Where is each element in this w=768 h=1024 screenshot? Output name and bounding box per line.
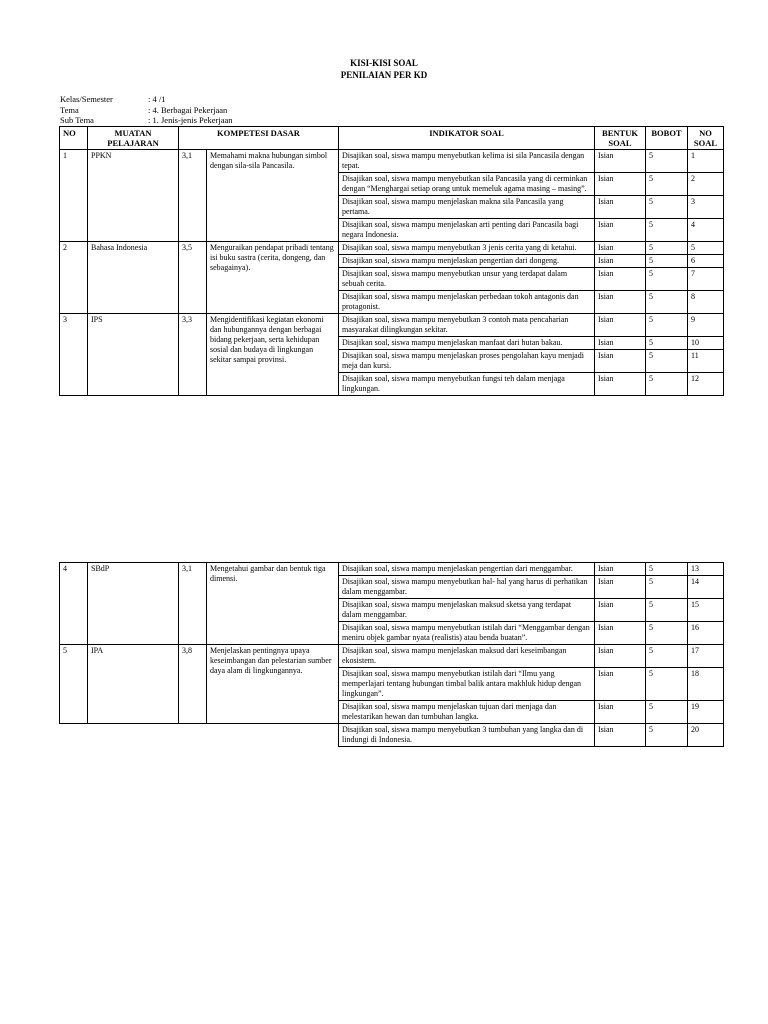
header-bentuk: BENTUK SOAL: [595, 127, 646, 150]
row-no-soal: 2: [688, 173, 724, 196]
row-muatan: IPS: [88, 314, 179, 396]
row-bobot: 5: [646, 150, 688, 173]
row-bobot: 5: [646, 701, 688, 724]
header-kd: KOMPETESI DASAR: [179, 127, 339, 150]
row-no-soal: 10: [688, 337, 724, 350]
row-no-soal: 5: [688, 242, 724, 255]
row-bobot: 5: [646, 563, 688, 576]
table-body: [60, 150, 724, 396]
row-no-soal: 3: [688, 196, 724, 219]
meta-label: Sub Tema: [60, 115, 94, 125]
row-indikator: Disajikan soal, siswa mampu menjelaskan maksud sketsa yang terdapat dalam menggambar.: [339, 599, 595, 622]
document-meta: [60, 94, 233, 126]
row-bentuk-soal: Isian: [595, 645, 646, 668]
row-no: 2: [60, 242, 88, 314]
row-indikator: Disajikan soal, siswa mampu menyebutkan hal- hal yang harus di perhatikan dalam menggambar.: [339, 576, 595, 599]
row-no-soal: 8: [688, 291, 724, 314]
row-kd-number: 3,1: [179, 150, 207, 242]
row-indikator: Disajikan soal, siswa mampu menyebutkan istilah dari “Menggambar dengan meniru objek gambar nyata (realistis) atau benda buatan”.: [339, 622, 595, 645]
row-bentuk-soal: Isian: [595, 350, 646, 373]
empty-cell: [60, 724, 339, 747]
row-indikator: Disajikan soal, siswa mampu menjelaskan makna sila Pancasila yang pertama.: [339, 196, 595, 219]
row-bentuk-soal: Isian: [595, 337, 646, 350]
row-kompetensi-dasar: Menjelaskan pentingnya upaya keseimbangan dan pelestarian sumber daya alam di lingkungannya.: [207, 645, 339, 724]
row-bentuk-soal: Isian: [595, 563, 646, 576]
row-indikator: Disajikan soal, siswa mampu menyebutkan fungsi teh dalam menjaga lingkungan.: [339, 373, 595, 396]
row-kd-number: 3,3: [179, 314, 207, 396]
row-bobot: 5: [646, 350, 688, 373]
row-no: 1: [60, 150, 88, 242]
row-bobot: 5: [646, 622, 688, 645]
table-row: [60, 563, 724, 576]
row-no: 3: [60, 314, 88, 396]
row-bobot: 5: [646, 576, 688, 599]
row-bentuk-soal: Isian: [595, 242, 646, 255]
row-no-soal: 17: [688, 645, 724, 668]
row-kd-number: 3,8: [179, 645, 207, 724]
header-muatan: MUATAN PELAJARAN: [88, 127, 179, 150]
table-row: [60, 314, 724, 337]
row-kd-number: 3,1: [179, 563, 207, 645]
row-indikator: Disajikan soal, siswa mampu menjelaskan tujuan dari menjaga dan melestarikan hewan dan tumbuhan langka.: [339, 701, 595, 724]
row-no: 5: [60, 645, 88, 724]
row-no-soal: 11: [688, 350, 724, 373]
row-bobot: 5: [646, 668, 688, 701]
table-row: [60, 724, 724, 747]
row-bobot: 5: [646, 314, 688, 337]
row-bentuk-soal: Isian: [595, 599, 646, 622]
meta-value: : 1. Jenis-jenis Pekerjaan: [148, 115, 233, 125]
row-indikator: Disajikan soal, siswa mampu menyebutkan istilah dari “Ilmu yang memperlajari tentang hubungan timbal balik antara makhluk hidup dengan lingkungan”.: [339, 668, 595, 701]
row-indikator: Disajikan soal, siswa mampu menyebutkan 3 tumbuhan yang langka dan di lindungi di Indonesia.: [339, 724, 595, 747]
row-bentuk-soal: Isian: [595, 668, 646, 701]
row-indikator: Disajikan soal, siswa mampu menjelaskan pengertian dari menggambar.: [339, 563, 595, 576]
row-bentuk-soal: Isian: [595, 219, 646, 242]
meta-row-tema: [60, 105, 233, 116]
row-no-soal: 7: [688, 268, 724, 291]
header-indikator: INDIKATOR SOAL: [339, 127, 595, 150]
row-bentuk-soal: Isian: [595, 291, 646, 314]
meta-row-kelas: [60, 94, 233, 105]
row-kompetensi-dasar: Mengetahui gambar dan bentuk tiga dimensi.: [207, 563, 339, 645]
meta-label: Tema: [60, 104, 79, 115]
row-no-soal: 12: [688, 373, 724, 396]
row-bobot: 5: [646, 173, 688, 196]
row-indikator: Disajikan soal, siswa mampu menyebutkan 3 jenis cerita yang di ketahui.: [339, 242, 595, 255]
kisi-kisi-table-page1: [59, 126, 724, 396]
row-bentuk-soal: Isian: [595, 622, 646, 645]
document-subtitle: PENILAIAN PER KD: [340, 70, 428, 80]
row-indikator: Disajikan soal, siswa mampu menjelaskan maksud dari keseimbangan ekosistem.: [339, 645, 595, 668]
row-kompetensi-dasar: Menguraikan pendapat pribadi tentang isi buku sastra (cerita, dongeng, dan sebagainya).: [207, 242, 339, 314]
row-no-soal: 4: [688, 219, 724, 242]
row-bobot: 5: [646, 255, 688, 268]
row-muatan: PPKN: [88, 150, 179, 242]
row-indikator: Disajikan soal, siswa mampu menyebutkan unsur yang terdapat dalam sebuah cerita.: [339, 268, 595, 291]
header-no: NO: [60, 127, 88, 150]
row-no-soal: 14: [688, 576, 724, 599]
row-no-soal: 18: [688, 668, 724, 701]
row-bobot: 5: [646, 724, 688, 747]
row-indikator: Disajikan soal, siswa mampu menjelaskan arti penting dari Pancasila bagi negara Indonesia.: [339, 219, 595, 242]
row-bobot: 5: [646, 373, 688, 396]
row-bentuk-soal: Isian: [595, 576, 646, 599]
table-row: [60, 150, 724, 173]
row-bentuk-soal: Isian: [595, 268, 646, 291]
row-indikator: Disajikan soal, siswa mampu menyebutkan 3 contoh mata pencaharian masyarakat dilingkungan sekitar.: [339, 314, 595, 337]
row-bobot: 5: [646, 337, 688, 350]
row-bentuk-soal: Isian: [595, 196, 646, 219]
kisi-kisi-table-page2: [59, 562, 724, 747]
row-indikator: Disajikan soal, siswa mampu menjelaskan pengertian dari dongeng.: [339, 255, 595, 268]
row-bentuk-soal: Isian: [595, 724, 646, 747]
row-no-soal: 1: [688, 150, 724, 173]
table-row: [60, 242, 724, 255]
row-bobot: 5: [646, 242, 688, 255]
table-body: [60, 563, 724, 747]
row-bentuk-soal: Isian: [595, 173, 646, 196]
row-bentuk-soal: Isian: [595, 373, 646, 396]
row-bentuk-soal: Isian: [595, 150, 646, 173]
row-indikator: Disajikan soal, siswa mampu menjelaskan perbedaan tokoh antagonis dan protagonist.: [339, 291, 595, 314]
row-bobot: 5: [646, 645, 688, 668]
row-indikator: Disajikan soal, siswa mampu menyebutkan kelima isi sila Pancasila dengan tepat.: [339, 150, 595, 173]
row-bobot: 5: [646, 291, 688, 314]
table-row: [60, 645, 724, 668]
row-bobot: 5: [646, 219, 688, 242]
row-indikator: Disajikan soal, siswa mampu menjelaskan proses pengolahan kayu menjadi meja dan kursi.: [339, 350, 595, 373]
row-muatan: IPA: [88, 645, 179, 724]
row-no: 4: [60, 563, 88, 645]
meta-value: : 4. Berbagai Pekerjaan: [148, 104, 228, 115]
row-no-soal: 20: [688, 724, 724, 747]
row-kd-number: 3,5: [179, 242, 207, 314]
row-indikator: Disajikan soal, siswa mampu menjelaskan manfaat dari hutan bakau.: [339, 337, 595, 350]
row-kompetensi-dasar: Memahami makna hubungan simbol dengan sila-sila Pancasila.: [207, 150, 339, 242]
row-no-soal: 6: [688, 255, 724, 268]
row-indikator: Disajikan soal, siswa mampu menyebutkan sila Pancasila yang di cerminkan dengan “Menghargai setiap orang untuk memeluk agama masing – masing”.: [339, 173, 595, 196]
header-no-soal: NO SOAL: [688, 127, 724, 150]
row-kompetensi-dasar: Mengidentifikasi kegiatan ekonomi dan hubungannya dengan berbagai bidang pekerjaan, serta kehidupan sosial dan budaya di lingkungan sekitar sampai provinsi.: [207, 314, 339, 396]
meta-value: : 4 /1: [148, 94, 166, 104]
row-bobot: 5: [646, 196, 688, 219]
row-no-soal: 16: [688, 622, 724, 645]
meta-row-subtema: [60, 115, 233, 126]
row-bentuk-soal: Isian: [595, 701, 646, 724]
table-header-row: [60, 127, 724, 150]
row-no-soal: 13: [688, 563, 724, 576]
row-no-soal: 19: [688, 701, 724, 724]
meta-label: Kelas/Semester: [60, 94, 113, 104]
row-bobot: 5: [646, 599, 688, 622]
row-no-soal: 15: [688, 599, 724, 622]
row-no-soal: 9: [688, 314, 724, 337]
document-title: KISI-KISI SOAL: [350, 58, 418, 68]
row-muatan: SBdP: [88, 563, 179, 645]
row-bentuk-soal: Isian: [595, 314, 646, 337]
header-bobot: BOBOT: [646, 127, 688, 150]
row-muatan: Bahasa Indonesia: [88, 242, 179, 314]
row-bobot: 5: [646, 268, 688, 291]
row-bentuk-soal: Isian: [595, 255, 646, 268]
